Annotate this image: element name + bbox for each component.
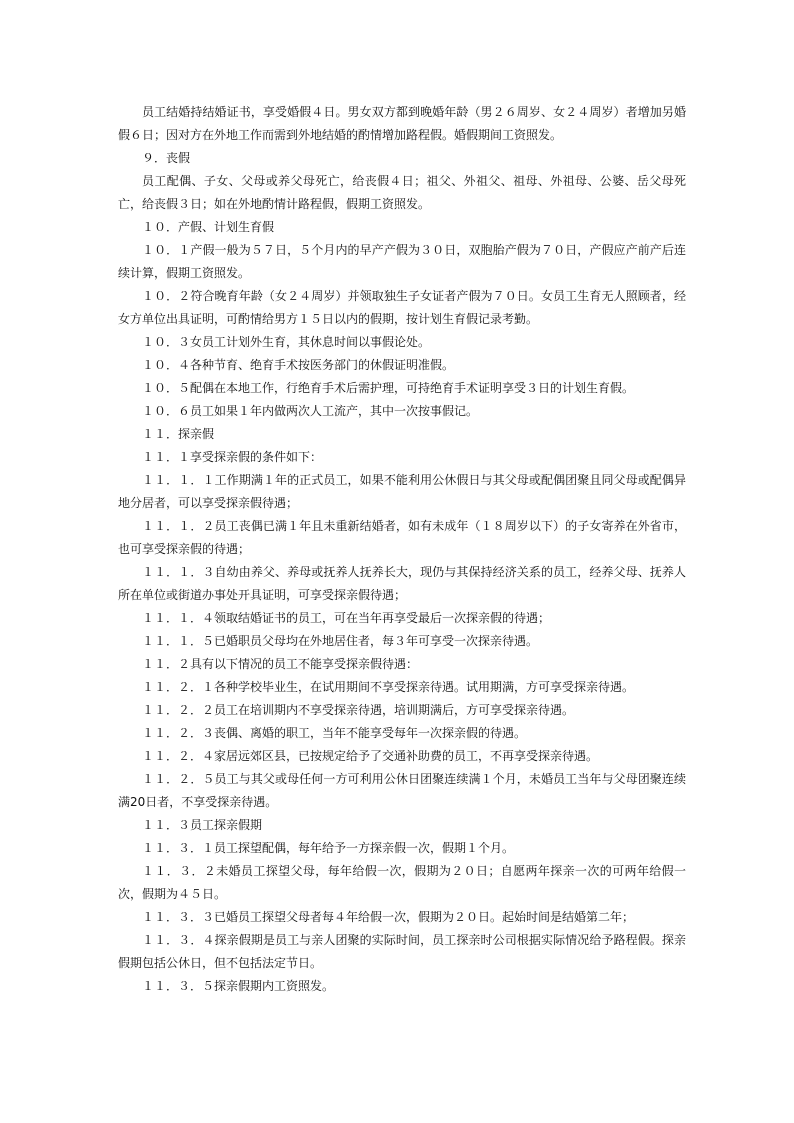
section-heading: １０．产假、计划生育假 [142,220,275,234]
paragraph: １１．２．５员工与其父或母任何一方可利用公休日团聚连续满１个月，未婚员工当年与父母团聚连续满20日者，不享受探亲待遇。 [118,772,686,809]
paragraph: １１．３．３已婚员工探望父母者每４年给假一次，假期为２０日。起始时间是结婚第二年； [142,910,635,924]
paragraph: １１．１．３自幼由养父、养母或抚养人抚养长大，现仍与其保持经济关系的员工，经养父母、抚养人所在单位或街道办事处开具证明，可享受探亲假待遇； [118,565,686,602]
section-heading: １１．探亲假 [142,427,215,441]
paragraph: １１．３．２未婚员工探望父母，每年给假一次，假期为２０日；自愿两年探亲一次的可两年给假一次，假期为４５日。 [118,864,686,901]
paragraph: １１．２．３丧偶、离婚的职工，当年不能享受每年一次探亲假的待遇。 [142,726,527,740]
paragraph: １１．３．１员工探望配偶，每年给予一方探亲假一次，假期１个月。 [142,841,515,855]
paragraph: １１．１．２员工丧偶已满１年且未重新结婚者，如有未成年（１８周岁以下）的子女寄养在外省市，也可享受探亲假的待遇； [118,519,686,556]
paragraph: １０．３女员工计划外生育，其休息时间以事假论处。 [142,335,431,349]
document-body [118,101,686,998]
paragraph: １１．１．５已婚职员父母均在外地居住者，每３年可享受一次探亲待遇。 [142,634,539,648]
paragraph: １１．１享受探亲假的条件如下： [142,450,323,464]
paragraph: １０．１产假一般为５７日，５个月内的早产产假为３０日，双胞胎产假为７０日，产假应产前产后连续计算，假期工资照发。 [118,243,686,280]
paragraph: １０．６员工如果１年内做两次人工流产，其中一次按事假记。 [142,404,479,418]
paragraph: １１．１．１工作期满１年的正式员工，如果不能利用公休假日与其父母或配偶团聚且同父母或配偶异地分居者，可以享受探亲假待遇； [118,473,686,510]
paragraph: １０．２符合晚育年龄（女２４周岁）并领取独生子女证者产假为７０日。女员工生育无人照顾者，经女方单位出具证明，可酌情给男方１５日以内的假期，按计划生育假记录考勤。 [118,289,686,326]
paragraph: １１．２．４家居远郊区县，已按规定给予了交通补助费的员工，不再享受探亲待遇。 [142,749,599,763]
paragraph: １１．３员工探亲假期 [142,818,263,832]
paragraph: １１．２．２员工在培训期内不享受探亲待遇，培训期满后，方可享受探亲待遇。 [142,703,575,717]
paragraph: １１．３．４探亲假期是员工与亲人团聚的实际时间，员工探亲时公司根据实际情况给予路程假。探亲假期包括公休日，但不包括法定节日。 [118,933,686,970]
paragraph: １０．５配偶在本地工作，行绝育手术后需护理，可持绝育手术证明享受３日的计划生育假。 [142,381,635,395]
paragraph: １１．２具有以下情况的员工不能享受探亲假待遇： [142,657,419,671]
paragraph: 员工结婚持结婚证书，享受婚假４日。男女双方都到晚婚年龄（男２６周岁、女２４周岁）者增加另婚假６日；因对方在外地工作而需到外地结婚的酌情增加路程假。婚假期间工资照发。 [118,105,686,142]
paragraph: １１．２．１各种学校毕业生，在试用期间不享受探亲待遇。试用期满，方可享受探亲待遇。 [142,680,635,694]
paragraph: １１．３．５探亲假期内工资照发。 [142,979,335,993]
section-heading: ９．丧假 [142,151,191,165]
paragraph: １１．１．４领取结婚证书的员工，可在当年再享受最后一次探亲假的待遇； [142,611,551,625]
paragraph: 员工配偶、子女、父母或养父母死亡，给丧假４日；祖父、外祖父、祖母、外祖母、公婆、岳父母死亡，给丧假３日；如在外地酌情计路程假，假期工资照发。 [118,174,686,211]
paragraph: １０．４各种节育、绝育手术按医务部门的休假证明准假。 [142,358,455,372]
